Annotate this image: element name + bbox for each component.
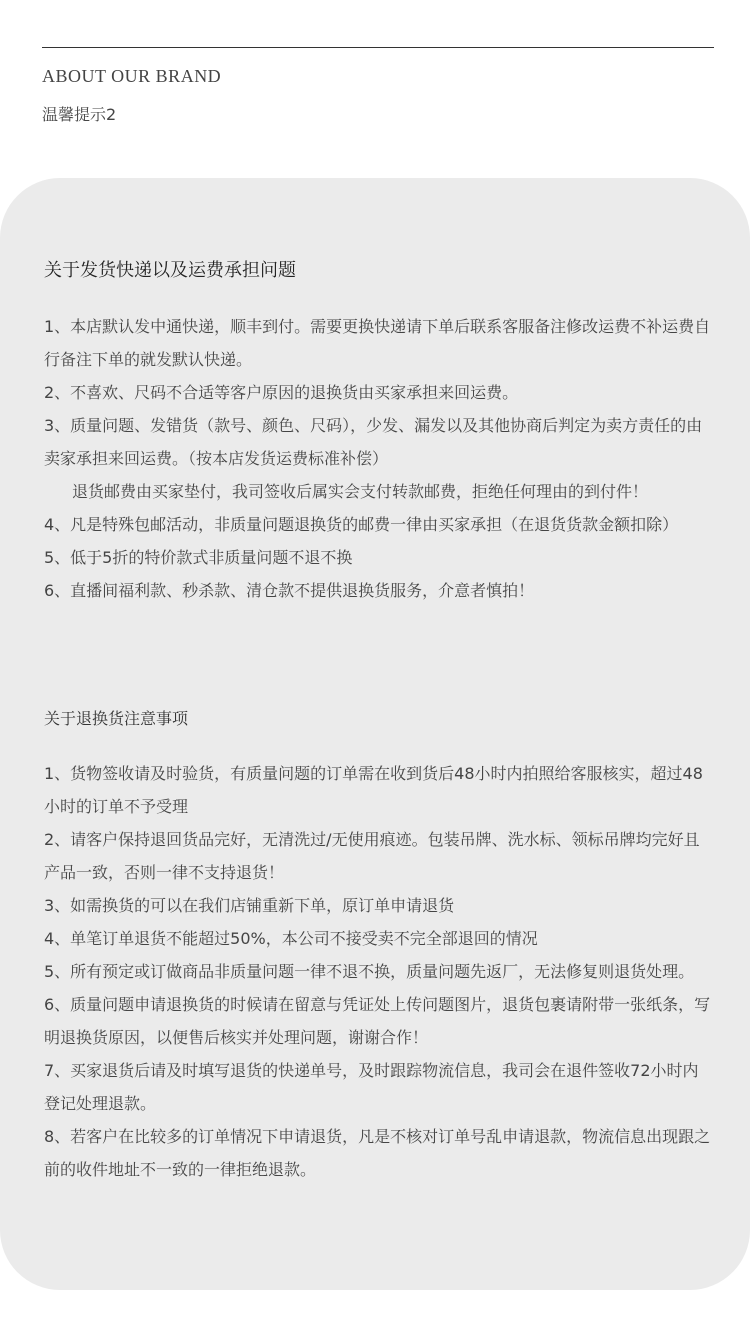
shipping-rule-3-note: 退货邮费由买家垫付，我司签收后属实会支付转款邮费，拒绝任何理由的到付件！ xyxy=(72,482,649,501)
shipping-rule-4: 4、凡是特殊包邮活动，非质量问题退换货的邮费一律由买家承担（在退货货款金额扣除） xyxy=(44,515,679,534)
returns-rule-7: 7、买家退货后请及时填写退货的快递单号，及时跟踪物流信息，我司会在退件签收72小时内登记处理退款。 xyxy=(44,1061,699,1113)
returns-rule-6: 6、质量问题申请退换货的时候请在留意与凭证处上传问题图片，退货包裹请附带一张纸条，写明退换货原因，以便售后核实并处理问题，谢谢合作！ xyxy=(44,995,711,1047)
returns-rules-list xyxy=(44,757,712,1186)
shipping-section-title: 关于发货快递以及运费承担问题 xyxy=(44,260,296,281)
returns-section-title: 关于退换货注意事项 xyxy=(44,709,189,728)
header-divider xyxy=(42,47,714,48)
returns-rule-5: 5、所有预定或订做商品非质量问题一律不退不换，质量问题先返厂，无法修复则退货处理。 xyxy=(44,962,695,981)
returns-rule-8: 8、若客户在比较多的订单情况下申请退货，凡是不核对订单号乱申请退款，物流信息出现跟之前的收件地址不一致的一律拒绝退款。 xyxy=(44,1127,711,1179)
shipping-rule-2: 2、不喜欢、尺码不合适等客户原因的退换货由买家承担来回运费。 xyxy=(44,383,519,402)
returns-rule-3: 3、如需换货的可以在我们店铺重新下单，原订单申请退货 xyxy=(44,896,455,915)
brand-heading: ABOUT OUR BRAND xyxy=(42,66,222,86)
shipping-rule-1: 1、本店默认发中通快递，顺丰到付。需要更换快递请下单后联系客服备注修改运费不补运费自行备注下单的就发默认快递。 xyxy=(44,317,711,369)
returns-rule-1: 1、货物签收请及时验货，有质量问题的订单需在收到货后48小时内拍照给客服核实，超过48小时的订单不予受理 xyxy=(44,764,703,816)
shipping-rule-6: 6、直播间福利款、秒杀款、清仓款不提供退换货服务，介意者慎拍！ xyxy=(44,581,535,600)
shipping-rule-5: 5、低于5折的特价款式非质量问题不退不换 xyxy=(44,548,353,567)
shipping-rules-list xyxy=(44,310,712,607)
returns-rule-2: 2、请客户保持退回货品完好，无清洗过/无使用痕迹。包装吊牌、洗水标、领标吊牌均完好且产品一致，否则一律不支持退货！ xyxy=(44,830,700,882)
brand-subheading: 温馨提示2 xyxy=(42,105,117,124)
returns-rule-4: 4、单笔订单退货不能超过50%，本公司不接受卖不完全部退回的情况 xyxy=(44,929,538,948)
shipping-rule-3: 3、质量问题、发错货（款号、颜色、尺码），少发、漏发以及其他协商后判定为卖方责任的由卖家承担来回运费。（按本店发货运费标准补偿） xyxy=(44,416,703,468)
